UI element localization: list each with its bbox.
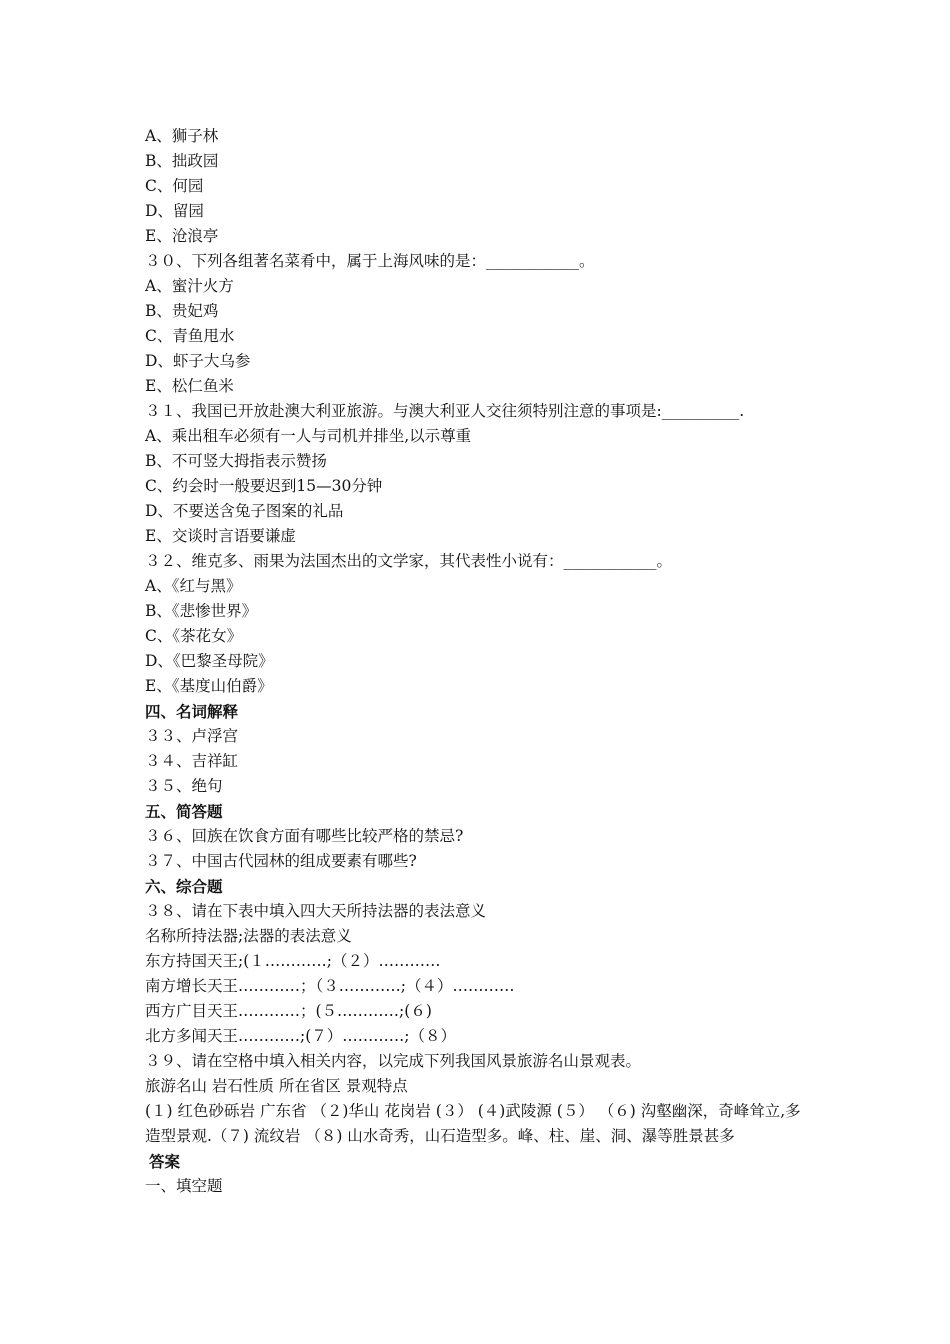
text-line: E、《基度山伯爵》	[145, 677, 273, 695]
text-line: ３９、请在空格中填入相关内容，以完成下列我国风景旅游名山景观表。	[145, 1052, 642, 1070]
text-line: 西方广目天王…………；(５…………;(６)	[145, 1002, 432, 1020]
text-line: ３７、中国古代园林的组成要素有哪些?	[145, 852, 417, 870]
text-line: E、交谈时言语要谦虚	[145, 527, 296, 545]
section-heading: 四、名词解释	[145, 702, 239, 721]
text-line: B、不可竖大拇指表示赞扬	[145, 452, 327, 470]
section-fill-in-blank: 一、填空题	[145, 1177, 223, 1195]
text-line: ３６、回族在饮食方面有哪些比较严格的禁忌?	[145, 827, 464, 845]
text-line: B、《悲惨世界》	[145, 602, 258, 620]
text-line: A、蜜汁火方	[145, 277, 234, 295]
text-line: A、《红与黑》	[145, 577, 242, 595]
text-line: E、沧浪亭	[145, 227, 219, 245]
answers-heading: 答案	[149, 1152, 181, 1171]
text-line: ３２、维克多、雨果为法国杰出的文学家，其代表性小说有：____________。	[145, 552, 673, 570]
section-heading: 五、简答题	[145, 802, 223, 821]
text-line: D、《巴黎圣母院》	[145, 652, 274, 670]
text-line: B、贵妃鸡	[145, 302, 219, 320]
text-line: E、松仁鱼米	[145, 377, 234, 395]
text-line: C、何园	[145, 177, 204, 195]
document-lines	[145, 124, 815, 1099]
text-line: 东方持国天王;(１…………;（２）…………	[145, 952, 441, 970]
scenic-mountain-table-row: (１) 红色砂砾岩 广东省 （２)华山 花岗岩 (３） (４)武陵源 (５） （６) 沟壑幽深，奇峰耸立,多造型景观.（７) 流纹岩 （８) 山水奇秀，山石造型多。峰、柱、崖、洞、瀑等胜景甚多	[145, 1102, 801, 1145]
text-line: 北方多闻天王…………;(７）…………;（８）	[145, 1027, 456, 1045]
text-line: ３４、吉祥缸	[145, 752, 239, 770]
text-line: ３０、下列各组著名菜肴中，属于上海风味的是：____________。	[145, 252, 595, 270]
text-line: ３５、绝句	[145, 777, 223, 795]
text-line: ３１、我国已开放赴澳大利亚旅游。与澳大利亚人交往须特别注意的事项是:__________.	[145, 402, 745, 420]
text-line: D、留园	[145, 202, 204, 220]
text-line: 南方增长天王…………；（３…………;（４）…………	[145, 977, 515, 995]
text-line: ３８、请在下表中填入四大天所持法器的表法意义	[145, 902, 487, 920]
text-line: C、《茶花女》	[145, 627, 243, 645]
document-page	[145, 124, 815, 1199]
text-line: A、狮子林	[145, 127, 219, 145]
text-line: B、拙政园	[145, 152, 219, 170]
text-line: C、约会时一般要迟到15—30分钟	[145, 477, 383, 495]
text-line: A、乘出租车必须有一人与司机并排坐,以示尊重	[145, 427, 472, 445]
text-line: 名称所持法器;法器的表法意义	[145, 927, 352, 945]
text-line: ３３、卢浮宫	[145, 727, 239, 745]
text-line: D、不要送含兔子图案的礼品	[145, 502, 344, 520]
text-line: 旅游名山 岩石性质 所在省区 景观特点	[145, 1077, 408, 1095]
text-line: D、虾子大乌参	[145, 352, 251, 370]
text-line: C、青鱼甩水	[145, 327, 235, 345]
section-heading: 六、综合题	[145, 877, 223, 896]
